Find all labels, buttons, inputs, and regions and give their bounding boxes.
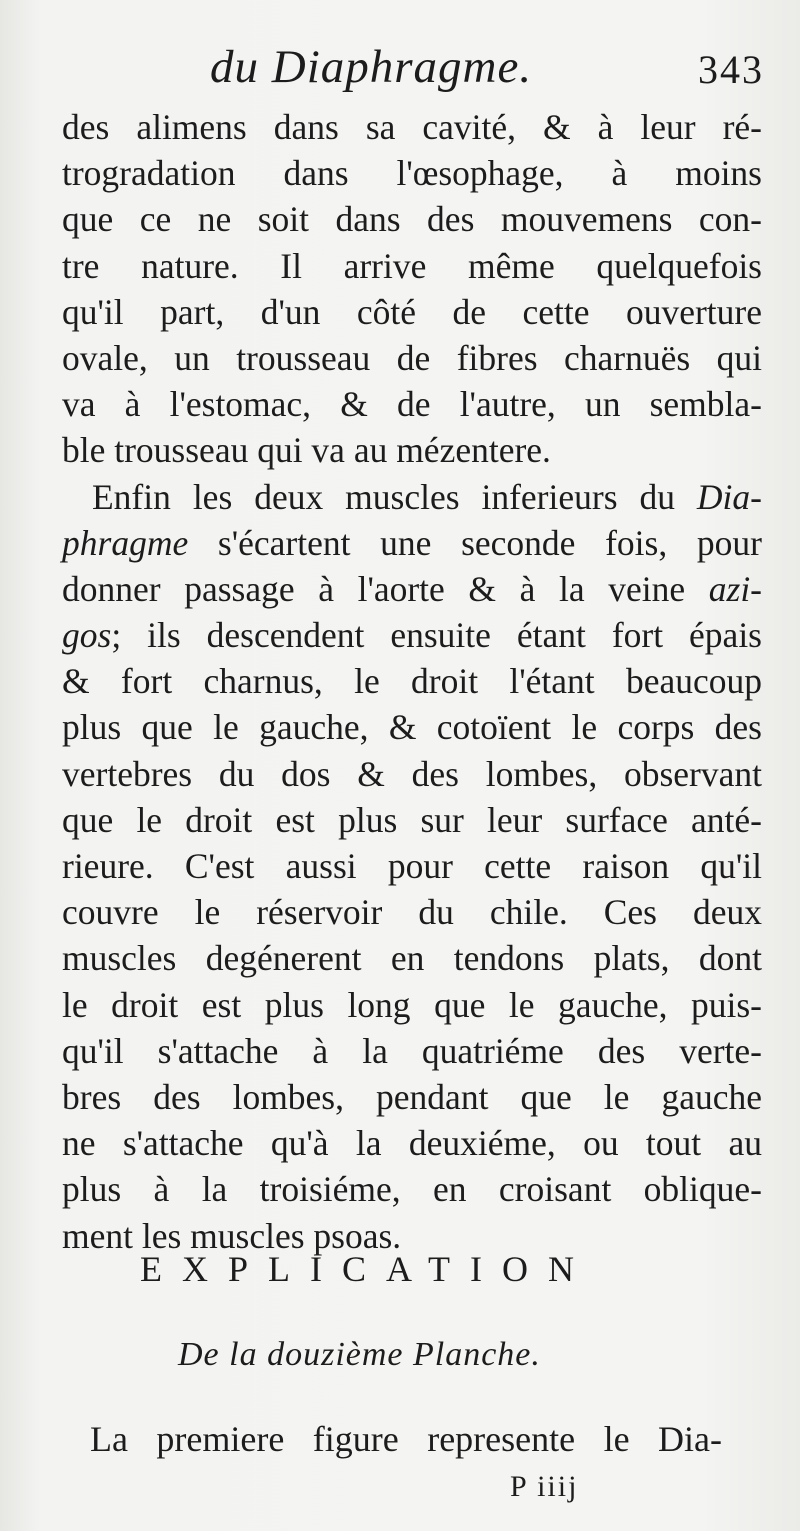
text-line: que ce ne soit dans des mouvemens con- <box>62 199 762 240</box>
text-line: ment les muscles psoas. <box>62 1215 402 1256</box>
text-line: trogradation dans l'œsophage, à moins <box>62 153 762 194</box>
text-line: tre nature. Il arrive même quelquefois <box>62 245 762 286</box>
text-line: qu'il part, d'un côté de cette ouverture <box>62 291 762 332</box>
text-line <box>62 520 762 566</box>
text-line <box>62 474 762 520</box>
text-line: ble trousseau qui va au mézentere. <box>62 430 551 471</box>
section-subheading: De la douzième Planche. <box>178 1336 541 1373</box>
italic-run: azi- <box>708 568 762 609</box>
text-line <box>62 612 762 658</box>
text-line: que le droit est plus sur leur surface anté- <box>62 799 762 840</box>
section-heading: EXPLICATION <box>140 1249 594 1289</box>
text-line: vertebres du dos & des lombes, observant <box>62 753 762 794</box>
text-line: bres des lombes, pendant que le gauche <box>62 1076 762 1117</box>
text-line: rieure. C'est aussi pour cette raison qu'il <box>62 846 762 886</box>
text-line: La premiere figure represente le Dia- <box>90 1419 722 1459</box>
text-line: plus que le gauche, & cotoïent le corps des <box>62 707 762 748</box>
text-run: s'écartent une seconde fois, pour <box>188 522 762 563</box>
running-head <box>58 40 770 98</box>
text-line: le droit est plus long que le gauche, puis- <box>62 984 762 1025</box>
text-line: va à l'estomac, & de l'autre, un sembla- <box>62 384 762 425</box>
body-text <box>62 104 762 1259</box>
text-line: & fort charnus, le droit l'étant beaucoup <box>62 661 762 702</box>
text-line <box>62 566 762 612</box>
text-line: couvre le réservoir du chile. Ces deux <box>62 892 762 933</box>
running-title: du Diaphragme. <box>210 41 533 93</box>
text-run: Enfin les deux muscles inferieurs du <box>92 476 697 517</box>
text-run: ; ils descendent ensuite étant fort épais <box>111 615 762 656</box>
italic-run: Dia- <box>696 476 762 517</box>
text-run: donner passage à l'aorte & à la veine <box>62 568 709 609</box>
italic-run: phragme <box>62 522 189 563</box>
text-line: ovale, un trousseau de fibres charnuës qui <box>62 337 762 378</box>
text-line: ne s'attache qu'à la deuxiéme, ou tout au <box>62 1123 762 1164</box>
text-line: muscles degénerent en tendons plats, dont <box>62 938 762 979</box>
text-line: qu'il s'attache à la quatriéme des verte- <box>62 1030 762 1071</box>
page-number: 343 <box>698 47 764 92</box>
signature-mark: P iiij <box>510 1470 579 1503</box>
text-line: des alimens dans sa cavité, & à leur ré- <box>62 107 762 147</box>
text-line: plus à la troisiéme, en croisant oblique- <box>62 1169 762 1210</box>
italic-run: gos <box>62 615 112 656</box>
